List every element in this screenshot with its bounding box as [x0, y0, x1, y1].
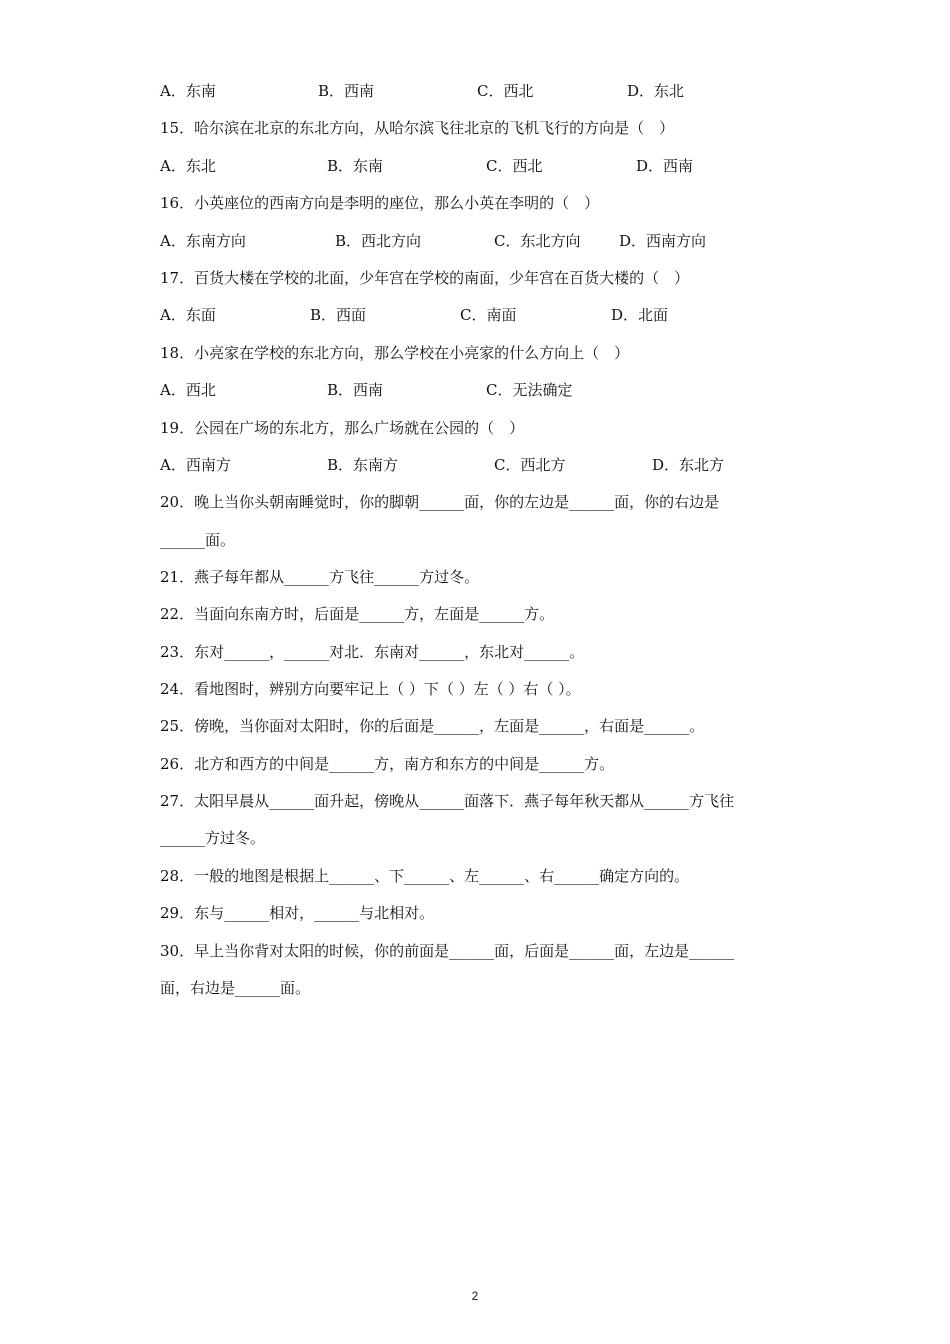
option-d: D．西南方向 [619, 232, 707, 250]
option-c: C．西北 [477, 82, 534, 100]
option-a: A．东北 [160, 157, 216, 175]
option-d: D．北面 [611, 306, 669, 324]
option-d: D．东北 [627, 82, 685, 100]
option-b: B．西南 [318, 82, 375, 100]
question-23: 23．东对______，______对北．东南对______，东北对______。 [160, 643, 585, 661]
option-c: C．西北方 [494, 456, 566, 474]
option-b: B．西南 [327, 381, 384, 399]
question-25: 25．傍晚，当你面对太阳时，你的后面是______，左面是______，右面是______。 [160, 717, 705, 735]
option-d: D．西南 [636, 157, 694, 175]
question-20-line-2: ______面。 [160, 531, 236, 549]
question-21: 21．燕子每年都从______方飞往______方过冬。 [160, 568, 480, 586]
option-c: C．无法确定 [486, 381, 573, 399]
option-c: C．南面 [460, 306, 517, 324]
option-b: B．东南方 [327, 456, 399, 474]
option-d: D．东北方 [652, 456, 725, 474]
option-a: A．东南方向 [160, 232, 246, 250]
question-20-line-1: 20．晚上当你头朝南睡觉时，你的脚朝______面，你的左边是______面，你的右边是 [160, 493, 720, 511]
page-number: 2 [471, 1289, 479, 1303]
question-27-line-2: ______方过冬。 [160, 829, 266, 847]
option-c: C．东北方向 [494, 232, 581, 250]
question-15: 15．哈尔滨在北京的东北方向，从哈尔滨飞往北京的飞机飞行的方向是（ ） [160, 119, 675, 137]
question-29: 29．东与______相对，______与北相对。 [160, 904, 435, 922]
option-a: A．东面 [160, 306, 216, 324]
option-a: A．西南方 [160, 456, 231, 474]
option-c: C．西北 [486, 157, 543, 175]
question-16: 16．小英座位的西南方向是李明的座位，那么小英在李明的（ ） [160, 194, 600, 212]
option-b: B．西面 [310, 306, 367, 324]
question-24: 24．看地图时，辨别方向要牢记上（ ）下（ ）左（ ）右（ ）。 [160, 680, 581, 698]
question-30-line-2: 面，右边是______面。 [160, 979, 311, 997]
question-19: 19．公园在广场的东北方，那么广场就在公园的（ ） [160, 419, 525, 437]
option-b: B．东南 [327, 157, 384, 175]
question-26: 26．北方和西方的中间是______方，南方和东方的中间是______方。 [160, 755, 615, 773]
question-27-line-1: 27．太阳早晨从______面升起，傍晚从______面落下．燕子每年秋天都从______方飞往 [160, 792, 735, 810]
question-30-line-1: 30．早上当你背对太阳的时候，你的前面是______面，后面是______面，左边是______ [160, 942, 735, 960]
option-b: B．西北方向 [335, 232, 422, 250]
question-17: 17．百货大楼在学校的北面，少年宫在学校的南面，少年宫在百货大楼的（ ） [160, 269, 690, 287]
question-22: 22．当面向东南方时，后面是______方，左面是______方。 [160, 605, 555, 623]
question-28: 28．一般的地图是根据上______、下______、左______、右______确定方向的。 [160, 867, 690, 885]
option-a: A．西北 [160, 381, 216, 399]
option-a: A．东南 [160, 82, 216, 100]
question-18: 18．小亮家在学校的东北方向，那么学校在小亮家的什么方向上（ ） [160, 344, 630, 362]
